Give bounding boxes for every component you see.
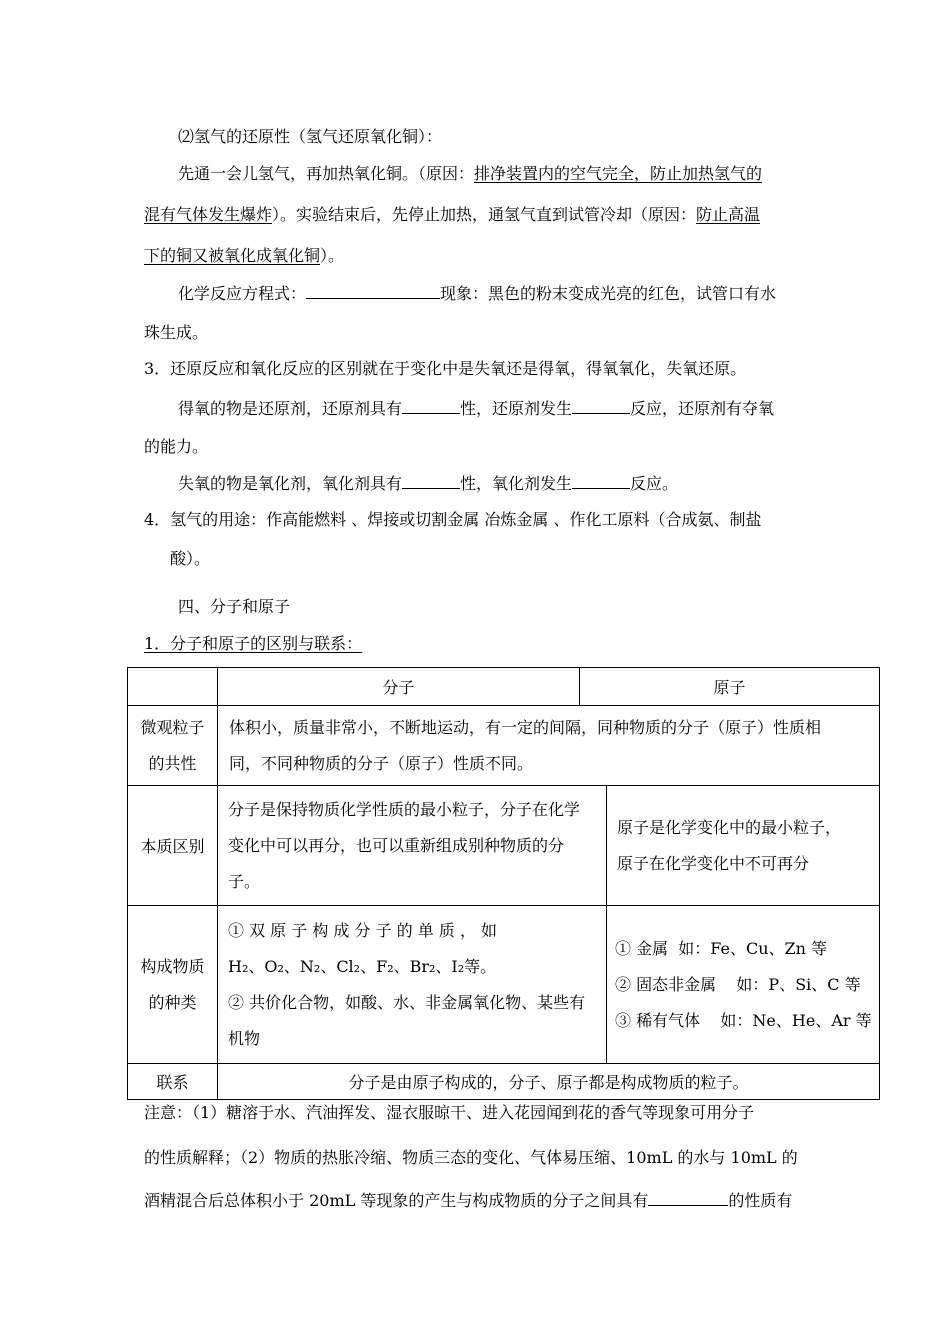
underlined-text: 1．分子和原子的区别与联系： (144, 634, 363, 653)
atom-cell (607, 906, 880, 1064)
equation-line (178, 283, 776, 304)
molecule-cell (218, 906, 607, 1064)
row-label (128, 906, 218, 1064)
molecule-atom-table (127, 667, 880, 1100)
header-atom: 原子 (580, 668, 880, 706)
label-line: 的种类 (148, 992, 197, 1012)
answer-blank (572, 398, 630, 414)
row-label (128, 706, 218, 786)
text: 化学反应方程式： (178, 284, 307, 303)
label-line: 构成物质 (140, 956, 205, 976)
equation-line-cont (144, 323, 208, 343)
note-line-3 (144, 1190, 792, 1211)
underlined-text: 防止高温 (696, 205, 761, 224)
paragraph-line-2 (144, 205, 760, 225)
reducer-line (178, 398, 774, 419)
molecule-cell (218, 786, 607, 906)
cell-line: 变化中可以再分，也可以重新组成别种物质的分 (228, 835, 565, 855)
answer-blank (572, 473, 630, 489)
text: ）。 (320, 246, 345, 265)
text: 性，氧化剂发生 (460, 474, 573, 493)
note-line-2 (144, 1148, 798, 1168)
cell-line: 原子在化学变化中不可再分 (617, 853, 810, 873)
heading-text: ⑵氢气的还原性（氢气还原氧化铜）： (178, 127, 443, 146)
subsection-heading (144, 634, 362, 654)
table-row (128, 786, 880, 906)
text: 性，还原剂发生 (460, 399, 573, 418)
text: 反应，还原剂有夺氧 (630, 399, 775, 418)
cell-line: ② 固态非金属 如：P、Si、C 等 (615, 974, 861, 994)
underlined-text: 下的铜又被氧化成氧化铜 (144, 246, 321, 265)
text: 珠生成。 (144, 323, 209, 342)
text: 的能力。 (144, 437, 209, 456)
section-3-line (144, 359, 746, 379)
cell-line: 原子是化学变化中的最小粒子， (617, 817, 842, 837)
label-line: 微观粒子 (140, 717, 205, 737)
cell-line: 体积小，质量非常小，不断地运动，有一定的间隔，同种物质的分子（原子）性质相 (229, 717, 822, 737)
header-empty-cell (128, 668, 218, 706)
cell-line: 分子是保持物质化学性质的最小粒子，分子在化学 (228, 799, 581, 819)
text: 现象：黑色的粉末变成光亮的红色，试管口有水 (440, 284, 777, 303)
text: 3．还原反应和氧化反应的区别就在于变化中是失氧还是得氧，得氧氧化，失氧还原。 (144, 359, 747, 378)
text: 酸）。 (170, 549, 211, 568)
cell-line: 同，不同种物质的分子（原子）性质不同。 (229, 753, 534, 773)
text: ）。实验结束后，先停止加热，通氢气直到试管冷却（原因： (272, 205, 697, 224)
text: 注意：（1）糖溶于水、汽油挥发、湿衣服晾干、进入花园闻到花的香气等现象可用分子 (144, 1103, 755, 1122)
table-row (128, 1064, 880, 1100)
cell-line: ① 双 原 子 构 成 分 子 的 单 质 ， 如 (228, 920, 498, 940)
atom-cell (607, 786, 880, 906)
cell-line: 子。 (228, 871, 261, 891)
oxidizer-line (178, 473, 678, 494)
answer-blank (402, 398, 460, 414)
row-label: 本质区别 (128, 786, 218, 906)
note-line-1 (144, 1103, 754, 1123)
text: 先通一会儿氢气，再加热氧化铜。（原因： (178, 164, 475, 183)
reducer-line-cont (144, 437, 208, 457)
table-row (128, 906, 880, 1064)
text: 的性质有 (728, 1191, 793, 1210)
section-4-line-cont (170, 549, 210, 569)
text: 四、分子和原子 (178, 597, 291, 616)
text: 酒精混合后总体积小于 20mL 等现象的产生与构成物质的分子之间具有 (144, 1191, 649, 1210)
text: 失氧的物是氧化剂，氧化剂具有 (178, 474, 403, 493)
table-row (128, 706, 880, 786)
paragraph-line-1 (178, 164, 762, 184)
shared-properties-cell (218, 706, 880, 786)
cell-line: ① 金属 如：Fe、Cu、Zn 等 (615, 938, 828, 958)
answer-blank (402, 473, 460, 489)
section-4-line (144, 510, 761, 530)
table-header-row (128, 668, 880, 706)
paragraph-line-3 (144, 246, 344, 266)
answer-blank (648, 1190, 728, 1206)
text: 反应。 (630, 474, 679, 493)
cell-line: 机物 (228, 1028, 261, 1048)
relationship-cell: 分子是由原子构成的，分子、原子都是构成物质的粒子。 (218, 1064, 880, 1100)
underlined-text: 混有气体发生爆炸 (144, 205, 273, 224)
answer-blank (306, 283, 440, 299)
cell-line: ② 共价化合物，如酸、水、非金属氧化物、某些有 (228, 992, 586, 1012)
label-line: 的共性 (148, 753, 197, 773)
hydrogen-reducibility-heading (178, 127, 442, 147)
cell-line: H₂、O₂、N₂、Cl₂、F₂、Br₂、I₂等。 (228, 956, 497, 976)
row-label: 联系 (128, 1064, 218, 1100)
text: 的性质解释；（2）物质的热胀冷缩、物质三态的变化、气体易压缩、10mL 的水与 10mL 的 (144, 1148, 798, 1167)
cell-line: ③ 稀有气体 如：Ne、He、Ar 等 (615, 1010, 872, 1030)
header-molecule: 分子 (218, 668, 580, 706)
text: 得氧的物是还原剂，还原剂具有 (178, 399, 403, 418)
section-heading-molecules-atoms (178, 597, 290, 617)
underlined-text: 排净装置内的空气完全，防止加热氢气的 (474, 164, 763, 183)
text: 4．氢气的用途：作高能燃料 、焊接或切割金属 冶炼金属 、作化工原料（合成氨、制盐 (144, 510, 762, 529)
